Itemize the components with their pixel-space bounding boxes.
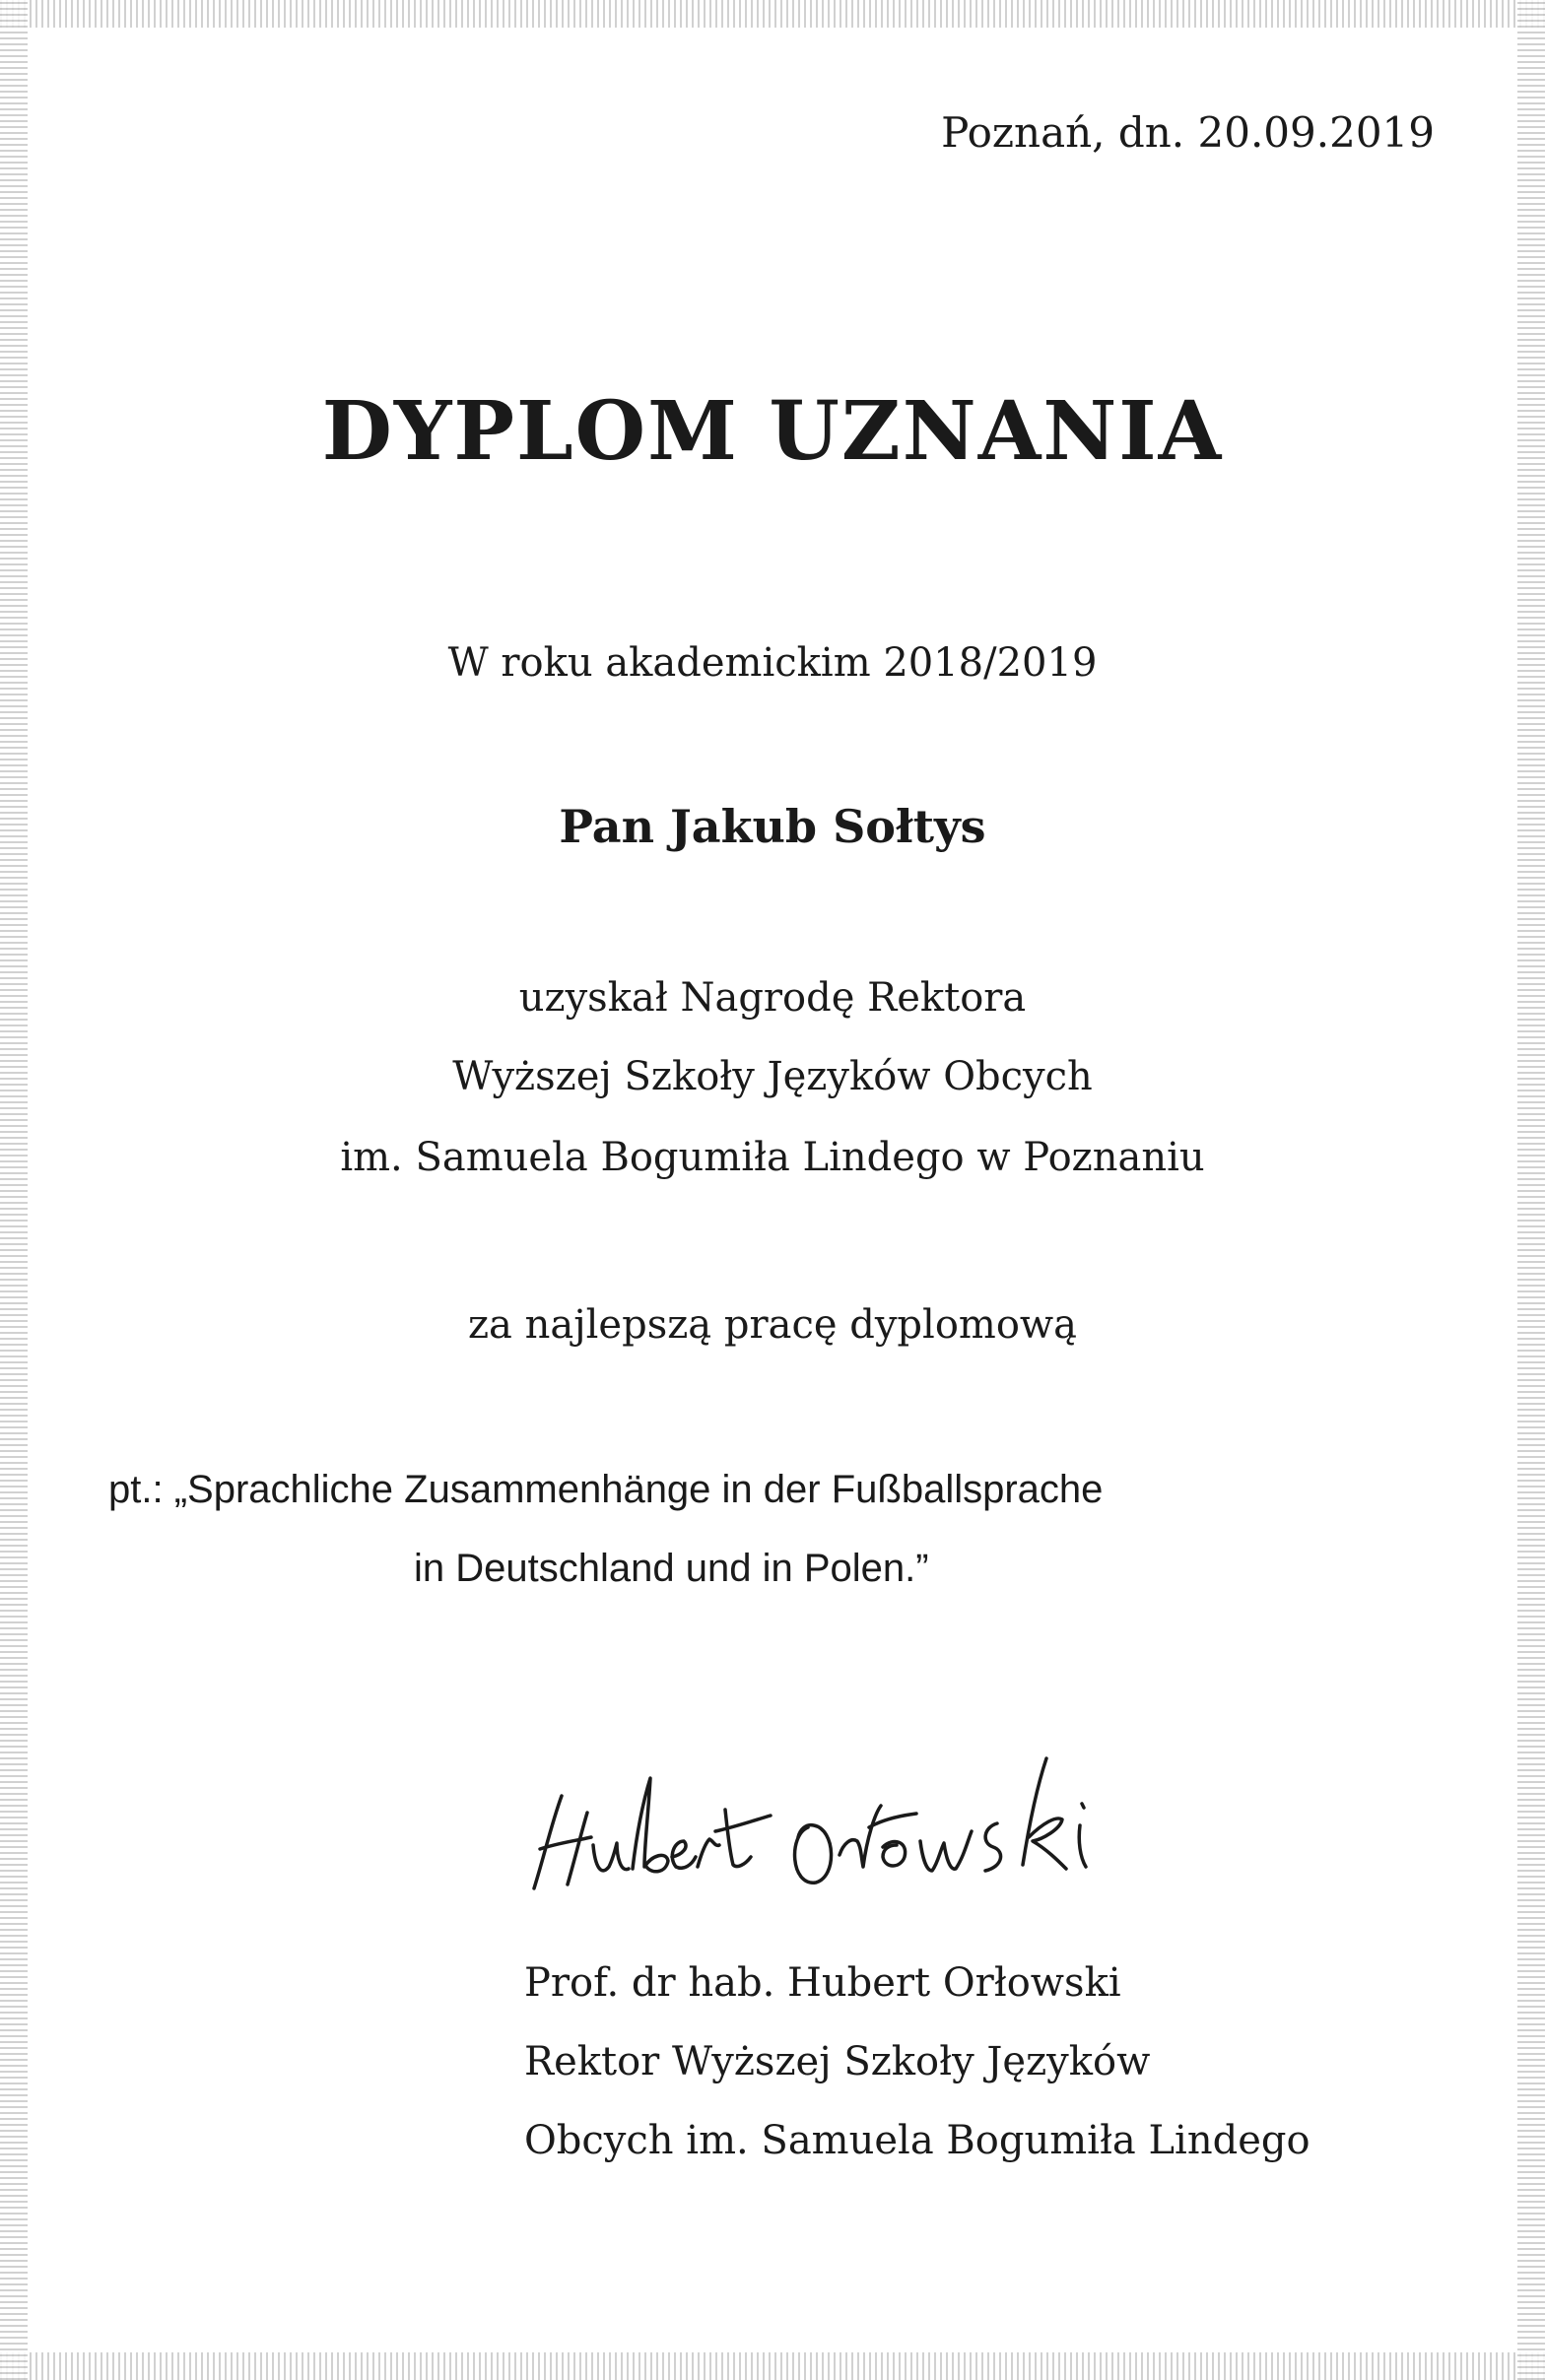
academic-year: W roku akademickim 2018/2019 bbox=[447, 640, 1098, 686]
handwritten-signature bbox=[522, 1719, 1192, 1906]
award-line-3: im. Samuela Bogumiła Lindego w Poznaniu bbox=[340, 1135, 1205, 1180]
issue-date: Poznań, dn. 20.09.2019 bbox=[941, 108, 1435, 157]
signatory-title-line-2: Obcych im. Samuela Bogumiła Lindego bbox=[524, 2118, 1310, 2163]
diploma-title: DYPLOM UZNANIA bbox=[321, 384, 1224, 479]
signatory-name: Prof. dr hab. Hubert Orłowski bbox=[524, 1960, 1121, 2006]
recipient-name: Pan Jakub Sołtys bbox=[559, 800, 986, 853]
award-reason: za najlepszą pracę dyplomową bbox=[467, 1302, 1078, 1348]
thesis-title-line-1: pt.: „Sprachliche Zusammenhänge in der Fußballsprache bbox=[108, 1468, 1104, 1511]
award-line-2: Wyższej Szkoły Języków Obcych bbox=[452, 1054, 1093, 1099]
award-line-1: uzyskał Nagrodę Rektora bbox=[518, 975, 1027, 1021]
decorative-border-bottom bbox=[0, 2352, 1545, 2380]
thesis-title-line-2: in Deutschland und in Polen.” bbox=[414, 1547, 929, 1590]
decorative-border-left bbox=[0, 0, 28, 2380]
signatory-title-line-1: Rektor Wyższej Szkoły Języków bbox=[524, 2039, 1151, 2084]
decorative-border-top bbox=[0, 0, 1545, 28]
decorative-border-right bbox=[1517, 0, 1545, 2380]
